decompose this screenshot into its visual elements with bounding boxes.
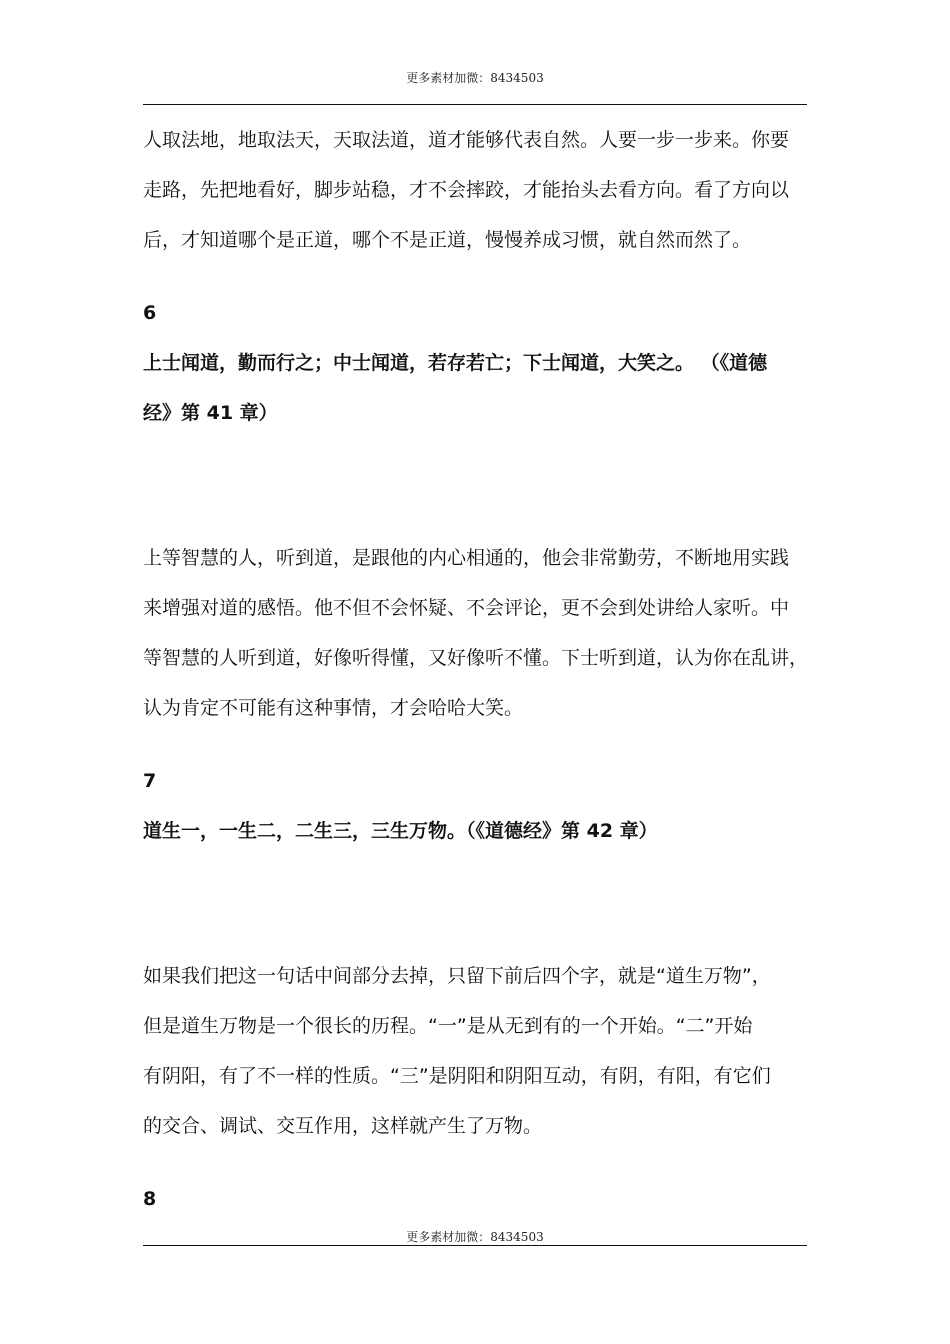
section-number: 7 <box>143 770 157 792</box>
quote-line: 经》第 41 章） <box>143 402 278 424</box>
header-rule <box>143 104 807 105</box>
quote-line: 上士闻道，勤而行之；中士闻道，若存若亡；下士闻道，大笑之。 （《道德 <box>143 352 768 374</box>
paragraph-line: 但是道生万物是一个很长的历程。“一”是从无到有的一个开始。“二”开始 <box>143 1015 753 1037</box>
page-footer: 更多素材加微：8434503 <box>406 1230 544 1244</box>
page-header: 更多素材加微：8434503 <box>406 71 544 85</box>
section-number: 6 <box>143 302 157 324</box>
paragraph-line: 认为肯定不可能有这种事情，才会哈哈大笑。 <box>143 697 524 719</box>
paragraph-line: 的交合、调试、交互作用，这样就产生了万物。 <box>143 1115 543 1137</box>
paragraph-line: 有阴阳，有了不一样的性质。“三”是阴阳和阴阳互动，有阴，有阳，有它们 <box>143 1065 771 1087</box>
paragraph-line: 后，才知道哪个是正道，哪个不是正道，慢慢养成习惯，就自然而然了。 <box>143 229 752 251</box>
paragraph-line: 如果我们把这一句话中间部分去掉，只留下前后四个字，就是“道生万物”， <box>143 965 771 987</box>
paragraph-line: 人取法地，地取法天，天取法道，道才能够代表自然。人要一步一步来。你要 <box>143 129 790 151</box>
footer-rule <box>143 1245 807 1246</box>
paragraph-line: 等智慧的人听到道，好像听得懂，又好像听不懂。下士听到道，认为你在乱讲， <box>143 647 809 669</box>
paragraph-line: 上等智慧的人，听到道，是跟他的内心相通的，他会非常勤劳，不断地用实践 <box>143 547 790 569</box>
paragraph-line: 走路，先把地看好，脚步站稳，才不会摔跤，才能抬头去看方向。看了方向以 <box>143 179 790 201</box>
quote-line: 道生一，一生二，二生三，三生万物。（《道德经》第 42 章） <box>143 820 658 842</box>
section-number: 8 <box>143 1188 157 1210</box>
paragraph-line: 来增强对道的感悟。他不但不会怀疑、不会评论，更不会到处讲给人家听。中 <box>143 597 790 619</box>
